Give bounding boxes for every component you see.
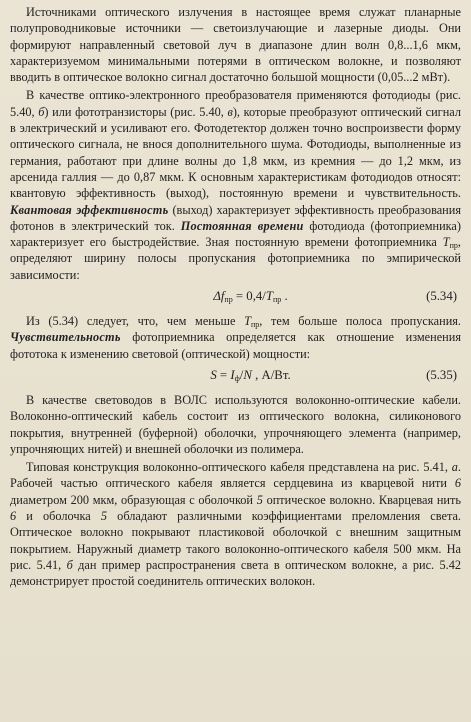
figure-letter: б [66, 557, 73, 572]
reference-number: 6 [454, 476, 461, 491]
symbol-subscript: пр [250, 320, 260, 330]
text-run: ), которые преобразуют оптический сигнал в электрический и усиливают его. Фотодетектор должен точно воспроизвести форму оптического сигнала, не внося дополнительного шума. Фотодиоды, выполненные из германия, работают при длине волны до 1,8 мкм, из кремния — до 1,2 мкм, из арсенида галлия — до 0,87 мкм. К основным характеристикам фотодиодов относят: квантовую эффективность (выход), постоянную времени и чувствительность. [10, 104, 462, 201]
paragraph-photodetectors [10, 87, 461, 283]
formula-5-34 [10, 287, 461, 305]
figure-letter: б [38, 104, 45, 119]
formula-symbol-t: T [265, 289, 273, 304]
text-run: . Рабочей частью оптического кабеля является сердцевина из кварцевой нити [10, 460, 461, 491]
formula-slash: / [239, 367, 244, 382]
formula-tail: . [281, 289, 288, 304]
text-run: ) или фототранзисторы (рис. 5.40, [44, 104, 228, 119]
figure-letter: в [227, 104, 233, 119]
text-run: (выход) характеризует эффективность преобразования фотонов в электрический ток. [10, 202, 461, 233]
symbol-subscript: пр [449, 241, 458, 251]
formula-5-35 [10, 366, 461, 384]
text-run: диаметром 200 мкм, образующая с оболочкой [10, 492, 257, 507]
text-run: фотодиода (фотоприемника) характеризует его быстродействие. Зная постоянную времени фотоприемника [10, 218, 461, 250]
paragraph-sensitivity [10, 313, 461, 362]
symbol-t: T [442, 235, 450, 250]
formula-subscript: ф [234, 373, 240, 383]
text-run: В качестве оптико-электронного преобразователя применяются фотодиоды (рис. 5.40, [10, 88, 461, 119]
text-run: Из (5.34) следует, что, чем меньше [26, 314, 245, 329]
formula-symbol-n: N [243, 367, 252, 382]
formula-equals: = [216, 367, 231, 382]
text-run: и оболочка [16, 509, 101, 524]
term-sensitivity: Чувствительность [10, 330, 121, 345]
reference-number: 5 [100, 509, 108, 524]
formula-number: (5.34) [426, 289, 457, 304]
formula-expression [180, 366, 290, 384]
formula-subscript: пр [272, 295, 282, 305]
formula-units: , А/Вт. [251, 367, 291, 382]
term-quantum-efficiency: Квантовая эффективность [10, 202, 169, 217]
paragraph-optical-sources: Источниками оптического излучения в настоящее время служат планарные полупроводниковые источники — светоизлучающие и лазерные диоды. Они формируют направленный световой луч в диапазоне длин волн 0,8...1,6 мкм, характеризуемом минимальными потерями в оптическом волокне, и позволяют вводить в оптическое волокно сигнал достаточно большой мощности (0,05...2 мВт). [10, 5, 461, 85]
text-run: Типовая конструкция волоконно-оптического кабеля представлена на рис. 5.41, [26, 460, 452, 475]
text-run: обладают различными коэффициентами преломления света. Оптическое волокно покрывают пластиковой оболочкой с внешним защитным покрытием. Наружный диаметр такого волоконно-оптического кабеля 500 мкм. На рис. 5.41, [10, 509, 461, 572]
formula-symbol-i: I [230, 367, 235, 382]
formula-number: (5.35) [426, 367, 457, 382]
symbol-t: T [244, 314, 251, 329]
formula-mid: = 0,4/ [232, 289, 266, 304]
term-time-constant: Постоянная времени [180, 218, 304, 233]
text-run: дан пример распространения света в оптическом волокне, а рис. 5.42 демонстрирует простой соединитель оптических волокон. [10, 557, 461, 589]
figure-letter: а [451, 460, 458, 475]
formula-subscript: пр [224, 295, 233, 305]
paragraph-fiber-cables: В качестве световодов в ВОЛС используются волоконно-оптические кабели. Волоконно-оптический кабель состоит из оптического волокна, силиконового покрытия, внутренней (буферной) оболочки, упрочняющего элемента (например, упрочняющих нитей) и внешней оболочки из полимера. [10, 392, 461, 456]
paragraph-cable-construction [10, 459, 461, 589]
formula-symbol-s: S [210, 367, 217, 382]
formula-lhs: Δf [213, 289, 225, 304]
text-run: , тем больше полоса пропускания. [259, 314, 462, 329]
reference-number: 6 [10, 509, 17, 524]
reference-number: 5 [256, 492, 263, 507]
formula-expression [183, 287, 287, 305]
text-run: , определяют ширину полосы пропускания фотоприемника по эмпирической зависимости: [10, 235, 461, 282]
text-run: оптическое волокно. Кварцевая нить [262, 492, 461, 507]
text-run: фотоприемника определяется как отношение изменения фототока к изменению световой (оптической) мощности: [10, 330, 461, 361]
